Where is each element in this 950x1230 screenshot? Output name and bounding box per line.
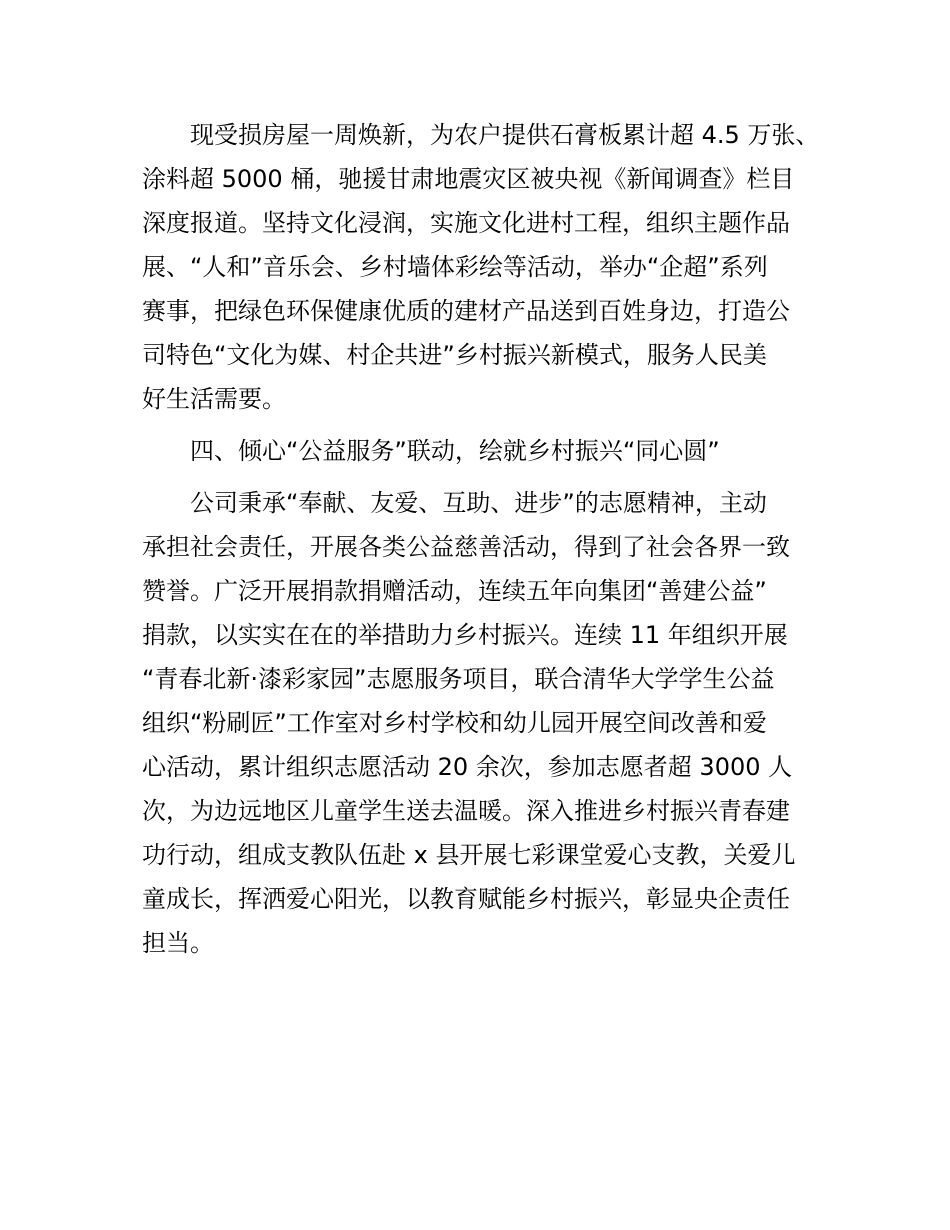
paragraph-2-line-7: 心活动，累计组织志愿活动 20 余次，参加志愿者超 3000 人 xyxy=(142,753,793,781)
paragraph-1-line-7: 好生活需要。 xyxy=(142,385,286,413)
paragraph-1-line-5: 赛事，把绿色环保健康优质的建材产品送到百姓身边，打造公 xyxy=(142,297,790,325)
paragraph-2-line-11: 担当。 xyxy=(142,929,214,957)
paragraph-2-line-2: 承担社会责任，开展各类公益慈善活动，得到了社会各界一致 xyxy=(142,533,790,561)
paragraph-2-line-10: 童成长，挥洒爱心阳光，以教育赋能乡村振兴，彰显央企责任 xyxy=(142,885,790,913)
paragraph-2-line-8: 次，为边远地区儿童学生送去温暖。深入推进乡村振兴青春建 xyxy=(142,797,790,825)
paragraph-2-line-3: 赞誉。广泛开展捐款捐赠活动，连续五年向集团“善建公益” xyxy=(142,577,767,605)
paragraph-1-line-6: 司特色“文化为媒、村企共进”乡村振兴新模式，服务人民美 xyxy=(142,341,767,369)
paragraph-1-line-1: 现受损房屋一周焕新，为农户提供石膏板累计超 4.5 万张、 xyxy=(190,121,820,149)
paragraph-2-line-6: 组织“粉刷匠”工作室对乡村学校和幼儿园开展空间改善和爱 xyxy=(142,709,767,737)
paragraph-2-line-4: 捐款，以实实在在的举措助力乡村振兴。连续 11 年组织开展 xyxy=(142,621,788,649)
paragraph-2-line-9: 功行动，组成支教队伍赴 x 县开展七彩课堂爱心支教，关爱儿 xyxy=(142,841,796,869)
paragraph-2-line-5: “青春北新·漆彩家园”志愿服务项目，联合清华大学学生公益 xyxy=(142,665,775,693)
paragraph-1-line-2: 涂料超 5000 桶，驰援甘肃地震灾区被央视《新闻调查》栏目 xyxy=(142,165,795,193)
paragraph-1-line-4: 展、“人和”音乐会、乡村墙体彩绘等活动，举办“企超”系列 xyxy=(142,253,768,281)
section-heading: 四、倾心“公益服务”联动，绘就乡村振兴“同心圆” xyxy=(190,437,720,465)
paragraph-2-line-1: 公司秉承“奉献、友爱、互助、进步”的志愿精神，主动 xyxy=(190,489,767,517)
paragraph-1-line-3: 深度报道。坚持文化浸润，实施文化进村工程，组织主题作品 xyxy=(142,209,790,237)
